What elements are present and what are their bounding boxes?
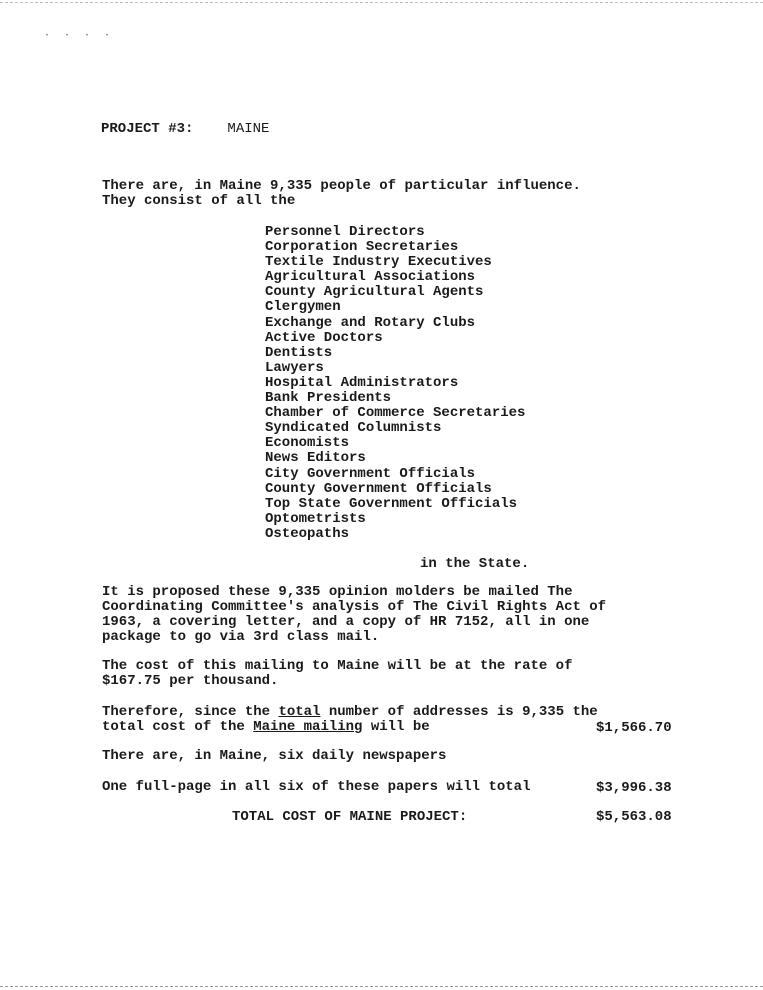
list-item: Active Doctors <box>265 329 383 346</box>
newspapers-line: There are, in Maine, six daily newspapers <box>102 748 447 764</box>
list-item: Bank Presidents <box>265 390 392 407</box>
proposal-paragraph <box>102 585 702 645</box>
newspaper-cost-amount: $3,996.38 <box>596 780 672 796</box>
fullpage-line: One full-page in all six of these papers will total <box>102 779 531 795</box>
intro-line: There are, in Maine 9,335 people of particular influence. <box>102 178 581 194</box>
list-item: Optometrists <box>265 510 366 527</box>
proposal-line: package to go via 3rd class mail. <box>102 629 380 645</box>
list-item: Syndicated Columnists <box>265 420 442 437</box>
proposal-line: It is proposed these 9,335 opinion molders be mailed The <box>102 584 573 600</box>
project-number: PROJECT #3: <box>101 121 194 137</box>
therefore-text: number of addresses is 9,335 the <box>320 704 598 720</box>
list-item: Dentists <box>265 344 333 361</box>
top-edge-dashes <box>0 2 763 3</box>
list-item: Textile Industry Executives <box>265 254 492 271</box>
therefore-underlined: Maine mailing <box>253 719 363 735</box>
mailing-cost-amount: $1,566.70 <box>596 720 672 736</box>
cost-rate-line: The cost of this mailing to Maine will be at the rate of <box>102 658 573 674</box>
total-cost-amount: $5,563.08 <box>596 809 672 825</box>
list-item: Agricultural Associations <box>265 269 476 286</box>
list-item: Personnel Directors <box>265 224 425 240</box>
therefore-text: total cost of the <box>102 719 254 735</box>
scan-specks: ⋅⋅⋅⋅ <box>44 31 125 42</box>
intro-line: They consist of all the <box>102 193 296 209</box>
list-item: News Editors <box>265 450 366 467</box>
list-item: County Government Officials <box>265 480 492 497</box>
therefore-text: will be <box>362 719 430 735</box>
list-item: Chamber of Commerce Secretaries <box>265 405 526 422</box>
list-item: Corporation Secretaries <box>265 239 459 256</box>
proposal-line: 1963, a covering letter, and a copy of HR 7152, all in one <box>102 614 590 630</box>
list-item: Lawyers <box>265 359 324 376</box>
list-item: Exchange and Rotary Clubs <box>265 314 476 331</box>
list-item: Hospital Administrators <box>265 374 459 391</box>
total-cost-label: TOTAL COST OF MAINE PROJECT: <box>232 809 468 825</box>
bottom-edge-dashes <box>0 986 763 987</box>
list-item: County Agricultural Agents <box>265 284 484 301</box>
in-the-state-text: in the State. <box>420 556 530 572</box>
cost-rate-line: $167.75 per thousand. <box>102 673 279 689</box>
list-item: City Government Officials <box>265 465 476 482</box>
intro-paragraph <box>102 179 702 209</box>
therefore-underlined: total <box>278 704 321 720</box>
cost-rate-paragraph <box>102 659 702 689</box>
list-item: Clergymen <box>265 299 341 316</box>
project-state: MAINE <box>227 121 270 137</box>
list-item: Osteopaths <box>265 525 350 542</box>
page-heading <box>101 121 269 137</box>
influencer-group-list <box>265 225 525 542</box>
list-item: Top State Government Officials <box>265 495 518 512</box>
therefore-text: Therefore, since the <box>102 704 279 720</box>
proposal-line: Coordinating Committee's analysis of The Civil Rights Act of <box>102 599 607 615</box>
list-item: Economists <box>265 435 350 452</box>
